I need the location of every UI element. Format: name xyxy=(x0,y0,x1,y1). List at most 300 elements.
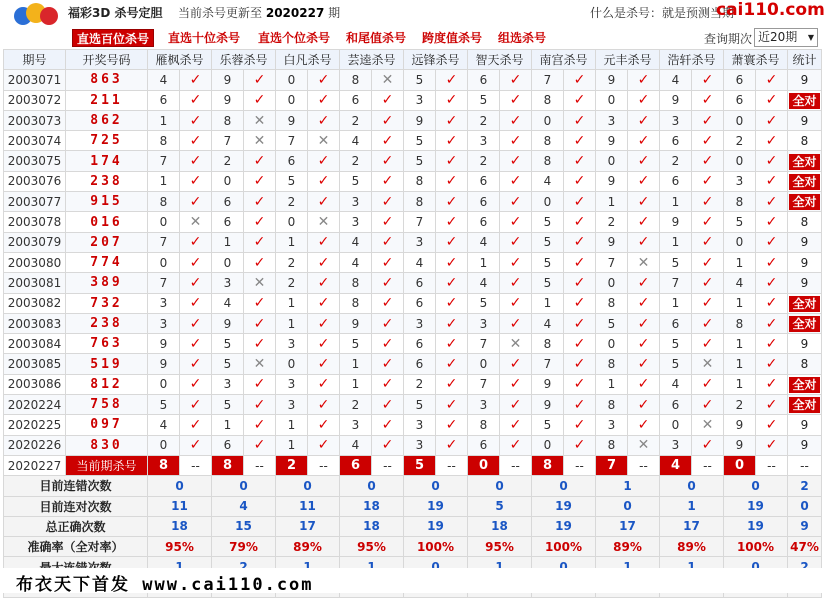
correct-mark-icon: ✓ xyxy=(692,374,724,394)
dash-cell: -- xyxy=(180,455,212,475)
stats-value: 0 xyxy=(724,476,788,496)
kill-number-explainer[interactable]: 什么是杀号：就是预测当期 xyxy=(590,6,735,20)
kill-number-cell: 0 xyxy=(532,192,564,212)
correct-mark-icon: ✓ xyxy=(500,131,532,151)
kill-number-cell: 9 xyxy=(212,313,244,333)
table-row xyxy=(4,151,822,171)
kill-number-cell: 5 xyxy=(340,334,372,354)
period-cell: 2003071 xyxy=(4,70,66,90)
stats-value: 0 xyxy=(660,476,724,496)
kill-number-cell: 7 xyxy=(212,131,244,151)
kill-number-cell: 1 xyxy=(340,374,372,394)
kill-number-cell: 4 xyxy=(660,70,692,90)
kill-number-cell: 8 xyxy=(404,192,436,212)
correct-mark-icon: ✓ xyxy=(628,232,660,252)
nav-bar xyxy=(0,28,822,48)
wrong-mark-icon: ✕ xyxy=(244,110,276,130)
kill-number-cell: 2 xyxy=(212,151,244,171)
all-correct-badge: 全对 xyxy=(789,316,819,332)
correct-mark-icon: ✓ xyxy=(628,293,660,313)
stats-value: 0 xyxy=(148,476,212,496)
kill-number-cell: 0 xyxy=(532,110,564,130)
kill-number-cell: 5 xyxy=(660,354,692,374)
correct-mark-icon: ✓ xyxy=(244,313,276,333)
stats-value: 4 xyxy=(212,496,276,516)
all-correct-badge: 全对 xyxy=(789,154,819,170)
correct-mark-icon: ✓ xyxy=(628,192,660,212)
stats-row xyxy=(4,537,822,557)
kill-number-cell: 3 xyxy=(724,171,756,191)
correct-mark-icon: ✓ xyxy=(564,334,596,354)
kill-number-cell: 0 xyxy=(276,212,308,232)
stats-value: 17 xyxy=(660,516,724,536)
correct-mark-icon: ✓ xyxy=(564,273,596,293)
stat-cell xyxy=(788,192,822,212)
correct-mark-icon: ✓ xyxy=(500,151,532,171)
wrong-mark-icon: ✕ xyxy=(180,212,212,232)
correct-mark-icon: ✓ xyxy=(372,110,404,130)
query-label: 查询期次 xyxy=(704,32,753,46)
correct-mark-icon: ✓ xyxy=(564,192,596,212)
kill-number-cell: 5 xyxy=(532,212,564,232)
correct-mark-icon: ✓ xyxy=(372,374,404,394)
kill-number-cell: 5 xyxy=(340,171,372,191)
correct-mark-icon: ✓ xyxy=(180,293,212,313)
correct-mark-icon: ✓ xyxy=(180,415,212,435)
stats-row xyxy=(4,516,822,536)
all-correct-badge: 全对 xyxy=(789,296,819,312)
correct-mark-icon: ✓ xyxy=(564,151,596,171)
kill-number-cell: 4 xyxy=(148,70,180,90)
stat-cell xyxy=(788,313,822,333)
table-row xyxy=(4,232,822,252)
table-row xyxy=(4,110,822,130)
correct-mark-icon: ✓ xyxy=(692,293,724,313)
correct-mark-icon: ✓ xyxy=(564,252,596,272)
draw-number-cell: 174 xyxy=(66,151,148,171)
stats-value: 19 xyxy=(532,496,596,516)
correct-mark-icon: ✓ xyxy=(692,151,724,171)
kill-number-cell: 0 xyxy=(468,354,500,374)
correct-mark-icon: ✓ xyxy=(244,90,276,110)
correct-mark-icon: ✓ xyxy=(180,70,212,90)
table-row xyxy=(4,171,822,191)
kill-number-cell: 8 xyxy=(340,293,372,313)
current-kill-number: 5 xyxy=(404,455,436,475)
kill-number-cell: 9 xyxy=(404,110,436,130)
correct-mark-icon: ✓ xyxy=(180,374,212,394)
draw-number-cell: 763 xyxy=(66,334,148,354)
correct-mark-icon: ✓ xyxy=(692,212,724,232)
stats-value: 11 xyxy=(276,496,340,516)
correct-mark-icon: ✓ xyxy=(436,435,468,455)
kill-number-cell: 5 xyxy=(468,293,500,313)
correct-mark-icon: ✓ xyxy=(244,212,276,232)
kill-number-cell: 3 xyxy=(404,313,436,333)
app-name: 福彩3D 杀号定胆 xyxy=(68,6,163,20)
draw-number-cell: 016 xyxy=(66,212,148,232)
correct-mark-icon: ✓ xyxy=(500,374,532,394)
kill-number-cell: 8 xyxy=(148,131,180,151)
correct-mark-icon: ✓ xyxy=(308,70,340,90)
kill-number-cell: 0 xyxy=(532,435,564,455)
kill-number-cell: 1 xyxy=(212,415,244,435)
table-row xyxy=(4,273,822,293)
correct-mark-icon: ✓ xyxy=(436,171,468,191)
kill-number-cell: 2 xyxy=(724,131,756,151)
nav-tab-span[interactable]: 跨度值杀号 xyxy=(422,31,483,45)
kill-number-cell: 2 xyxy=(340,110,372,130)
kill-number-cell: 3 xyxy=(404,90,436,110)
correct-mark-icon: ✓ xyxy=(756,212,788,232)
kill-number-cell: 0 xyxy=(596,151,628,171)
kill-number-cell: 1 xyxy=(724,354,756,374)
correct-mark-icon: ✓ xyxy=(308,435,340,455)
stats-value: 89% xyxy=(276,537,340,557)
correct-mark-icon: ✓ xyxy=(756,252,788,272)
kill-number-cell: 5 xyxy=(212,395,244,415)
wrong-mark-icon: ✕ xyxy=(372,70,404,90)
correct-mark-icon: ✓ xyxy=(564,374,596,394)
period-cell: 2003082 xyxy=(4,293,66,313)
correct-mark-icon: ✓ xyxy=(180,192,212,212)
stats-label: 目前连错次数 xyxy=(4,476,148,496)
period-cell: 2020225 xyxy=(4,415,66,435)
kill-number-cell: 3 xyxy=(340,192,372,212)
kill-number-cell: 8 xyxy=(212,110,244,130)
correct-mark-icon: ✓ xyxy=(628,395,660,415)
kill-number-cell: 6 xyxy=(468,435,500,455)
kill-number-cell: 9 xyxy=(148,334,180,354)
correct-mark-icon: ✓ xyxy=(244,374,276,394)
correct-mark-icon: ✓ xyxy=(564,354,596,374)
kill-number-cell: 0 xyxy=(148,435,180,455)
correct-mark-icon: ✓ xyxy=(436,293,468,313)
stat-cell xyxy=(788,374,822,394)
table-row xyxy=(4,415,822,435)
correct-mark-icon: ✓ xyxy=(372,192,404,212)
column-header: 统计 xyxy=(788,50,822,70)
period-cell: 2003075 xyxy=(4,151,66,171)
correct-mark-icon: ✓ xyxy=(692,110,724,130)
correct-mark-icon: ✓ xyxy=(372,415,404,435)
kill-number-cell: 5 xyxy=(404,395,436,415)
kill-number-cell: 0 xyxy=(148,374,180,394)
correct-mark-icon: ✓ xyxy=(500,354,532,374)
nav-tab-hundreds[interactable]: 直选百位杀号 xyxy=(72,29,154,47)
kill-number-cell: 7 xyxy=(404,212,436,232)
correct-mark-icon: ✓ xyxy=(372,232,404,252)
dash-cell: -- xyxy=(244,455,276,475)
correct-mark-icon: ✓ xyxy=(628,70,660,90)
stats-row xyxy=(4,476,822,496)
correct-mark-icon: ✓ xyxy=(564,415,596,435)
current-kill-number: 2 xyxy=(276,455,308,475)
kill-number-cell: 9 xyxy=(724,435,756,455)
correct-mark-icon: ✓ xyxy=(756,415,788,435)
correct-mark-icon: ✓ xyxy=(372,171,404,191)
kill-number-cell: 3 xyxy=(340,212,372,232)
kill-number-cell: 4 xyxy=(148,415,180,435)
kill-number-cell: 3 xyxy=(596,415,628,435)
stats-value: 17 xyxy=(276,516,340,536)
kill-number-cell: 6 xyxy=(724,70,756,90)
kill-number-cell: 6 xyxy=(404,354,436,374)
correct-mark-icon: ✓ xyxy=(308,192,340,212)
kill-number-cell: 7 xyxy=(148,232,180,252)
correct-mark-icon: ✓ xyxy=(180,395,212,415)
correct-mark-icon: ✓ xyxy=(692,435,724,455)
correct-mark-icon: ✓ xyxy=(308,273,340,293)
correct-mark-icon: ✓ xyxy=(308,415,340,435)
nav-tab-group[interactable]: 组选杀号 xyxy=(498,31,547,45)
current-kill-label: 当前期杀号 xyxy=(66,455,148,475)
kill-number-cell: 6 xyxy=(660,171,692,191)
site-link[interactable]: cai110.com xyxy=(716,0,825,20)
correct-mark-icon: ✓ xyxy=(180,232,212,252)
kill-number-cell: 8 xyxy=(148,192,180,212)
kill-number-cell: 4 xyxy=(404,252,436,272)
stats-value: 19 xyxy=(404,516,468,536)
correct-mark-icon: ✓ xyxy=(692,90,724,110)
kill-number-cell: 9 xyxy=(596,131,628,151)
kill-number-cell: 3 xyxy=(660,435,692,455)
kill-number-cell: 6 xyxy=(404,334,436,354)
period-cell: 2003076 xyxy=(4,171,66,191)
correct-mark-icon: ✓ xyxy=(628,415,660,435)
correct-mark-icon: ✓ xyxy=(180,354,212,374)
kill-number-cell: 5 xyxy=(468,90,500,110)
stat-cell: 8 xyxy=(788,131,822,151)
kill-number-cell: 8 xyxy=(596,354,628,374)
stats-value: 47% xyxy=(788,537,822,557)
current-kill-number: 7 xyxy=(596,455,628,475)
correct-mark-icon: ✓ xyxy=(692,334,724,354)
correct-mark-icon: ✓ xyxy=(308,374,340,394)
kill-number-cell: 9 xyxy=(532,374,564,394)
current-kill-number: 8 xyxy=(148,455,180,475)
draw-number-cell: 812 xyxy=(66,374,148,394)
kill-number-cell: 5 xyxy=(404,131,436,151)
correct-mark-icon: ✓ xyxy=(756,354,788,374)
kill-number-cell: 5 xyxy=(532,252,564,272)
kill-number-cell: 7 xyxy=(468,334,500,354)
kill-number-cell: 3 xyxy=(276,374,308,394)
kill-number-cell: 1 xyxy=(724,252,756,272)
nav-tab-sum-tail[interactable]: 和尾值杀号 xyxy=(346,31,407,45)
kill-number-cell: 8 xyxy=(404,171,436,191)
period-cell: 2003086 xyxy=(4,374,66,394)
period-select[interactable]: 近20期 ▼ xyxy=(754,28,818,47)
column-header: 智天杀号 xyxy=(468,50,532,70)
kill-number-cell: 3 xyxy=(404,232,436,252)
correct-mark-icon: ✓ xyxy=(692,192,724,212)
kill-number-cell: 9 xyxy=(724,415,756,435)
correct-mark-icon: ✓ xyxy=(436,374,468,394)
kill-number-cell: 0 xyxy=(212,252,244,272)
correct-mark-icon: ✓ xyxy=(372,334,404,354)
kill-number-cell: 8 xyxy=(596,395,628,415)
kill-number-cell: 0 xyxy=(596,334,628,354)
correct-mark-icon: ✓ xyxy=(308,110,340,130)
table-row xyxy=(4,212,822,232)
dash-cell: -- xyxy=(308,455,340,475)
all-correct-badge: 全对 xyxy=(789,377,819,393)
correct-mark-icon: ✓ xyxy=(500,110,532,130)
correct-mark-icon: ✓ xyxy=(564,131,596,151)
correct-mark-icon: ✓ xyxy=(756,192,788,212)
correct-mark-icon: ✓ xyxy=(244,70,276,90)
kill-number-cell: 4 xyxy=(212,293,244,313)
correct-mark-icon: ✓ xyxy=(244,171,276,191)
wrong-mark-icon: ✕ xyxy=(244,273,276,293)
draw-number-cell: 862 xyxy=(66,110,148,130)
all-correct-badge: 全对 xyxy=(789,93,819,109)
correct-mark-icon: ✓ xyxy=(692,252,724,272)
correct-mark-icon: ✓ xyxy=(500,395,532,415)
correct-mark-icon: ✓ xyxy=(564,90,596,110)
kill-number-cell: 9 xyxy=(148,354,180,374)
column-header: 白凡杀号 xyxy=(276,50,340,70)
stats-value: 5 xyxy=(468,496,532,516)
kill-number-cell: 1 xyxy=(276,313,308,333)
period-cell: 2003073 xyxy=(4,110,66,130)
correct-mark-icon: ✓ xyxy=(372,212,404,232)
current-kill-number: 4 xyxy=(660,455,692,475)
nav-tab-tens[interactable]: 直选十位杀号 xyxy=(168,31,241,45)
update-label: 当前杀号更新至 2020227 期 xyxy=(178,6,341,20)
correct-mark-icon: ✓ xyxy=(372,252,404,272)
column-header: 萧寰杀号 xyxy=(724,50,788,70)
stat-cell xyxy=(788,395,822,415)
table-row xyxy=(4,90,822,110)
correct-mark-icon: ✓ xyxy=(308,395,340,415)
kill-number-cell: 1 xyxy=(276,415,308,435)
kill-number-cell: 5 xyxy=(724,212,756,232)
kill-number-cell: 7 xyxy=(596,252,628,272)
kill-number-cell: 0 xyxy=(276,354,308,374)
stat-cell: 9 xyxy=(788,232,822,252)
stats-value: 89% xyxy=(596,537,660,557)
kill-number-cell: 1 xyxy=(724,374,756,394)
correct-mark-icon: ✓ xyxy=(436,354,468,374)
correct-mark-icon: ✓ xyxy=(436,273,468,293)
wrong-mark-icon: ✕ xyxy=(308,212,340,232)
table-row xyxy=(4,252,822,272)
table-row xyxy=(4,395,822,415)
stats-value: 18 xyxy=(340,516,404,536)
correct-mark-icon: ✓ xyxy=(180,273,212,293)
stats-value: 17 xyxy=(596,516,660,536)
nav-tab-units[interactable]: 直选个位杀号 xyxy=(258,31,331,45)
kill-number-cell: 3 xyxy=(148,293,180,313)
kill-number-cell: 1 xyxy=(596,192,628,212)
draw-number-cell: 207 xyxy=(66,232,148,252)
kill-number-cell: 4 xyxy=(340,232,372,252)
kill-number-cell: 1 xyxy=(660,232,692,252)
correct-mark-icon: ✓ xyxy=(500,415,532,435)
kill-number-cell: 7 xyxy=(148,273,180,293)
all-correct-badge: 全对 xyxy=(789,194,819,210)
draw-number-cell: 389 xyxy=(66,273,148,293)
footer-banner: 布衣天下首发 www.cai110.com xyxy=(0,568,822,593)
correct-mark-icon: ✓ xyxy=(500,90,532,110)
all-correct-badge: 全对 xyxy=(789,174,819,190)
correct-mark-icon: ✓ xyxy=(244,151,276,171)
kill-number-cell: 4 xyxy=(532,171,564,191)
kill-number-cell: 5 xyxy=(532,415,564,435)
correct-mark-icon: ✓ xyxy=(692,131,724,151)
correct-mark-icon: ✓ xyxy=(628,374,660,394)
correct-mark-icon: ✓ xyxy=(756,171,788,191)
kill-number-cell: 5 xyxy=(404,70,436,90)
stats-value: 0 xyxy=(596,496,660,516)
correct-mark-icon: ✓ xyxy=(500,171,532,191)
kill-number-cell: 9 xyxy=(596,70,628,90)
kill-number-cell: 6 xyxy=(404,273,436,293)
kill-number-cell: 9 xyxy=(532,395,564,415)
table-row xyxy=(4,131,822,151)
correct-mark-icon: ✓ xyxy=(436,212,468,232)
kill-number-cell: 2 xyxy=(596,212,628,232)
correct-mark-icon: ✓ xyxy=(308,334,340,354)
correct-mark-icon: ✓ xyxy=(180,171,212,191)
kill-number-cell: 4 xyxy=(340,252,372,272)
kill-number-cell: 6 xyxy=(276,151,308,171)
correct-mark-icon: ✓ xyxy=(244,293,276,313)
correct-mark-icon: ✓ xyxy=(180,110,212,130)
correct-mark-icon: ✓ xyxy=(692,313,724,333)
kill-number-cell: 7 xyxy=(276,131,308,151)
period-cell: 2003084 xyxy=(4,334,66,354)
stats-label: 准确率（全对率） xyxy=(4,537,148,557)
correct-mark-icon: ✓ xyxy=(628,171,660,191)
kill-number-cell: 3 xyxy=(660,110,692,130)
table-row xyxy=(4,293,822,313)
correct-mark-icon: ✓ xyxy=(628,273,660,293)
stats-value: 100% xyxy=(532,537,596,557)
stats-value: 19 xyxy=(532,516,596,536)
correct-mark-icon: ✓ xyxy=(564,293,596,313)
kill-number-cell: 6 xyxy=(212,435,244,455)
correct-mark-icon: ✓ xyxy=(180,313,212,333)
correct-mark-icon: ✓ xyxy=(628,354,660,374)
kill-number-cell: 1 xyxy=(468,252,500,272)
correct-mark-icon: ✓ xyxy=(756,232,788,252)
correct-mark-icon: ✓ xyxy=(756,110,788,130)
kill-number-cell: 1 xyxy=(148,171,180,191)
kill-number-cell: 1 xyxy=(340,354,372,374)
column-header: 南宫杀号 xyxy=(532,50,596,70)
table-row xyxy=(4,192,822,212)
correct-mark-icon: ✓ xyxy=(308,90,340,110)
kill-number-cell: 8 xyxy=(596,435,628,455)
update-issue: 2020227 xyxy=(265,6,325,20)
kill-number-cell: 8 xyxy=(596,293,628,313)
kill-number-cell: 0 xyxy=(148,212,180,232)
draw-number-cell: 915 xyxy=(66,192,148,212)
kill-number-cell: 6 xyxy=(468,192,500,212)
stat-cell: 9 xyxy=(788,110,822,130)
correct-mark-icon: ✓ xyxy=(692,70,724,90)
kill-number-cell: 5 xyxy=(148,395,180,415)
column-header: 芸逵杀号 xyxy=(340,50,404,70)
stats-value: 18 xyxy=(468,516,532,536)
correct-mark-icon: ✓ xyxy=(756,313,788,333)
stats-value: 11 xyxy=(148,496,212,516)
kill-number-cell: 9 xyxy=(212,90,244,110)
correct-mark-icon: ✓ xyxy=(436,192,468,212)
